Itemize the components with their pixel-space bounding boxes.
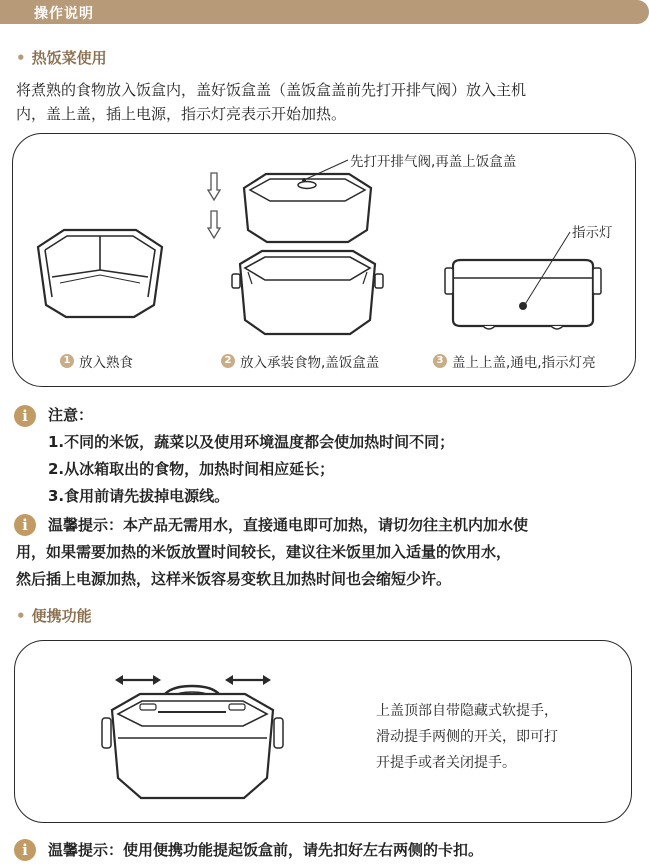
portable-unit-illustration [100,680,285,805]
page-title: 操作说明 [34,6,94,22]
step-label: 放入熟食 [79,355,133,371]
description-line: 开提手或者关闭提手。 [376,755,516,771]
step-number-badge: 1 [60,354,74,368]
notice-item: 2.从冰箱取出的食物，加热时间相应延长； [48,460,335,478]
step-caption-1 [60,351,133,371]
reheat-instructions [16,78,641,126]
step-number-badge: 2 [221,354,235,368]
notice-title: 注意： [48,406,94,424]
portable-description [376,698,558,776]
section-title-text: 热饭菜使用 [31,49,107,67]
tip-line: 然后插上电源加热，这样米饭容易变软且加热时间也会缩短少许。 [16,570,452,588]
callout-valve-label: 先打开排气阀,再盖上饭盒盖 [350,154,517,170]
bullet-dot: • [16,49,26,67]
callout-line [522,228,572,308]
step-label: 放入承装食物,盖饭盒盖 [240,355,380,371]
food-tray-illustration [30,225,170,320]
tip-line: 用，如果需要加热的米饭放置时间较长，建议往米饭里加入适量的饮用水， [16,543,512,561]
step-caption-2 [221,351,379,371]
tip-block-water [48,512,648,539]
down-arrow-icon [207,172,221,202]
down-arrow-icon [207,210,221,240]
section-title-reheat [16,47,107,68]
section-title-text: 便携功能 [31,607,92,625]
notice-item: 3.食用前请先拔掉电源线。 [48,487,230,505]
tip-block-buckle: 温馨提示：使用便携功能提起饭盒前，请先扣好左右两侧的卡扣。 [48,841,484,859]
info-icon: i [14,405,36,427]
info-icon: i [14,514,36,536]
info-icon: i [14,839,36,861]
tip-block-water-cont [16,539,646,593]
section-title-portable [16,605,92,626]
step-caption-3 [433,351,596,371]
notice-block [48,402,638,510]
paragraph-line: 内，盖上盖，插上电源，指示灯亮表示开始加热。 [16,105,347,123]
step-number-badge: 3 [433,354,447,368]
paragraph-line: 将煮熟的食物放入饭盒内，盖好饭盒盖（盖饭盒盖前先打开排气阀）放入主机 [16,81,527,99]
step-label: 盖上上盖,通电,指示灯亮 [452,355,596,371]
notice-item: 1.不同的米饭，蔬菜以及使用环境温度都会使加热时间不同； [48,433,455,451]
lunch-box-illustration [230,248,385,338]
callout-indicator-label: 指示灯 [572,225,613,241]
bullet-dot: • [16,607,26,625]
description-line: 上盖顶部自带隐藏式软提手， [376,703,558,719]
tip-line: 温馨提示：本产品无需用水，直接通电即可加热，请切勿往主机内加水使 [48,516,529,534]
callout-line [300,158,350,188]
header-bar [0,0,649,24]
description-line: 滑动提手两侧的开关，即可打 [376,729,558,745]
